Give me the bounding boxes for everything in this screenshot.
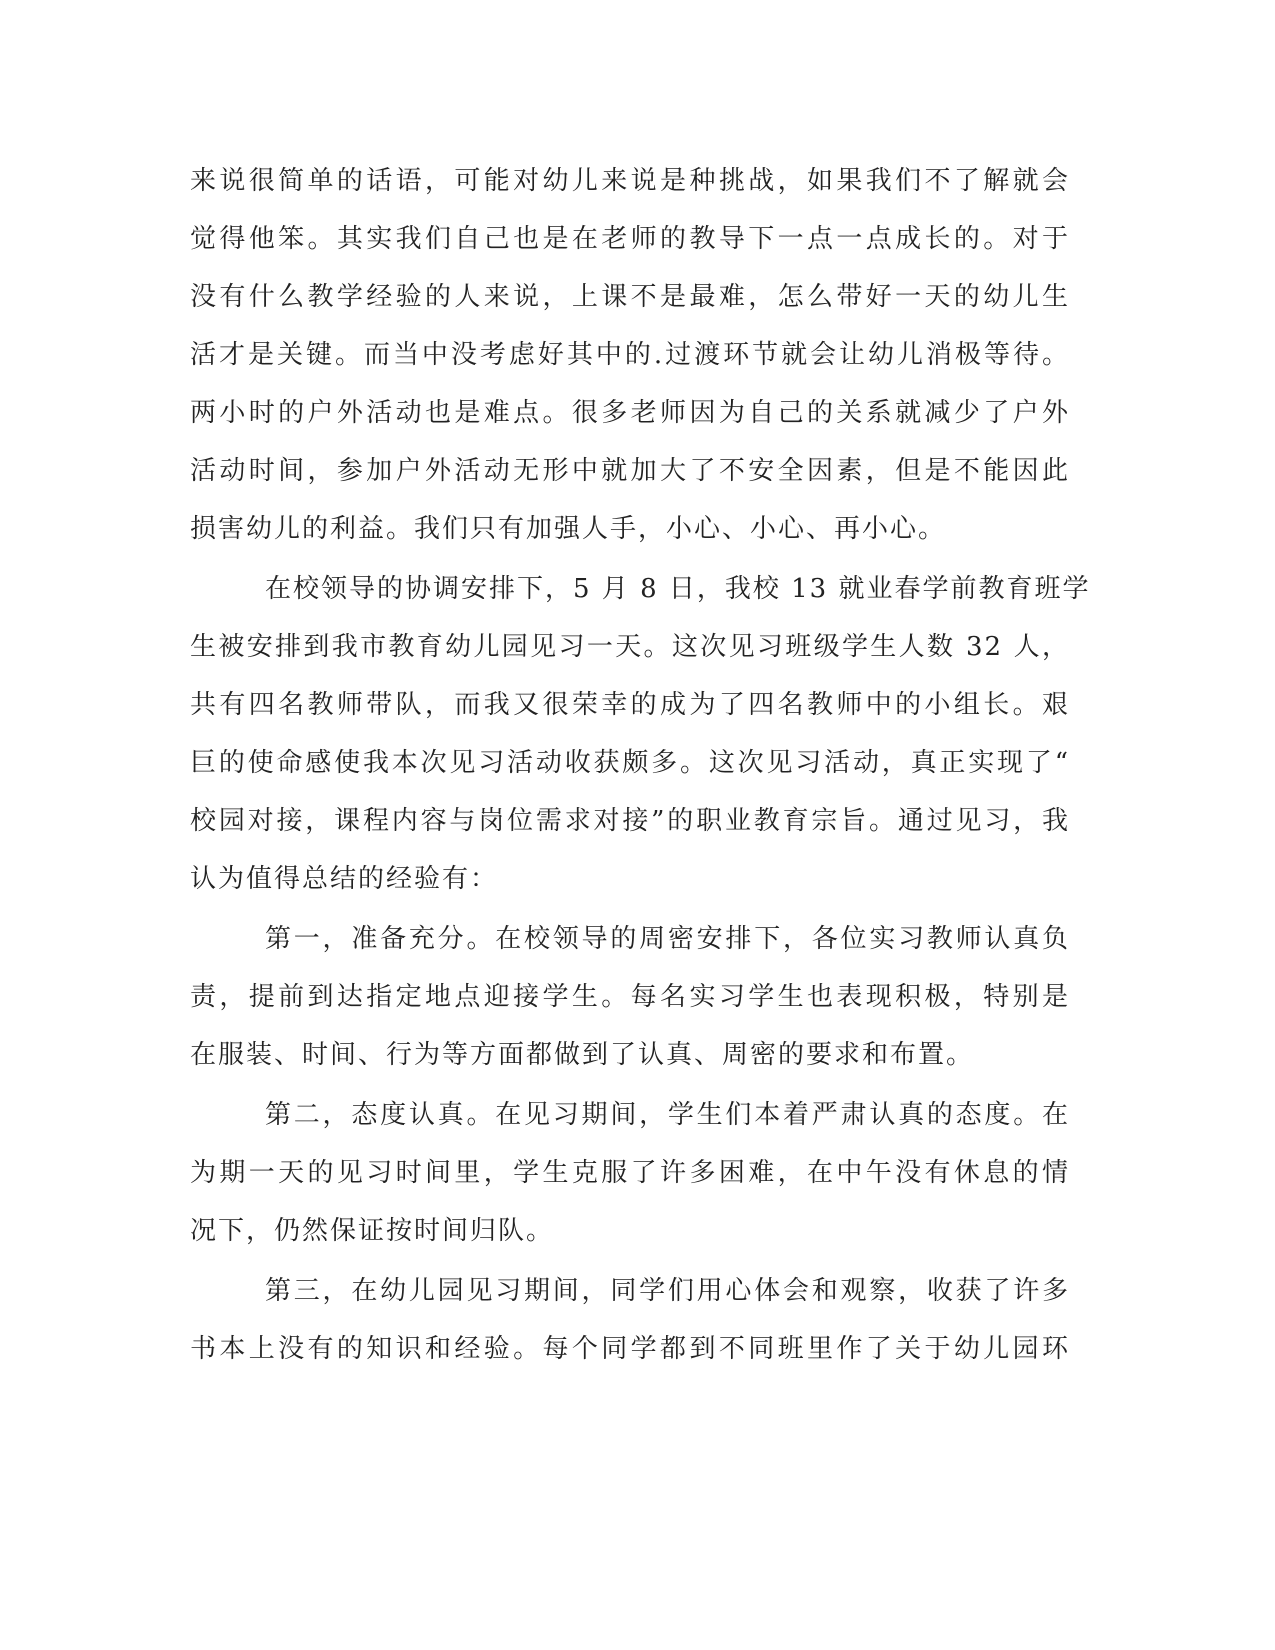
text-line: 生被安排到我市教育幼儿园见习一天。这次见习班级学生人数 32 人， [190,632,1070,662]
text-line: 责，提前到达指定地点迎接学生。每名实习学生也表现积极，特别是 [190,982,1070,1012]
text-line: 巨的使命感使我本次见习活动收获颇多。这次见习活动，真正实现了“ [190,748,1070,778]
text-line: 为期一天的见习时间里，学生克服了许多困难，在中午没有休息的情 [190,1158,1070,1188]
text-line: 校园对接，课程内容与岗位需求对接”的职业教育宗旨。通过见习，我 [190,806,1070,836]
text-line: 在服装、时间、行为等方面都做到了认真、周密的要求和布置。 [190,1040,975,1070]
text-line: 两小时的户外活动也是难点。很多老师因为自己的关系就减少了户外 [190,398,1070,428]
text-line: 共有四名教师带队，而我又很荣幸的成为了四名教师中的小组长。艰 [190,690,1070,720]
text-line: 书本上没有的知识和经验。每个同学都到不同班里作了关于幼儿园环 [190,1334,1070,1364]
paragraph-first-line: 第一，准备充分。在校领导的周密安排下，各位实习教师认真负 [265,924,1070,954]
text-line: 来说很简单的话语，可能对幼儿来说是种挑战，如果我们不了解就会 [190,166,1070,196]
text-line: 况下，仍然保证按时间归队。 [190,1216,555,1246]
text-line: 损害幼儿的利益。我们只有加强人手，小心、小心、再小心。 [190,514,947,544]
text-line: 认为值得总结的经验有： [190,864,499,894]
paragraph-first-line: 第三，在幼儿园见习期间，同学们用心体会和观察，收获了许多 [265,1276,1070,1306]
text-line: 没有什么教学经验的人来说，上课不是最难，怎么带好一天的幼儿生 [190,282,1070,312]
paragraph-first-line: 在校领导的协调安排下，5 月 8 日，我校 13 就业春学前教育班学 [265,574,1091,604]
text-line: 活才是关键。而当中没考虑好其中的.过渡环节就会让幼儿消极等待。 [190,340,1070,370]
paragraph-first-line: 第二，态度认真。在见习期间，学生们本着严肃认真的态度。在 [265,1100,1070,1130]
text-line: 活动时间，参加户外活动无形中就加大了不安全因素，但是不能因此 [190,456,1070,486]
text-line: 觉得他笨。其实我们自己也是在老师的教导下一点一点成长的。对于 [190,224,1070,254]
